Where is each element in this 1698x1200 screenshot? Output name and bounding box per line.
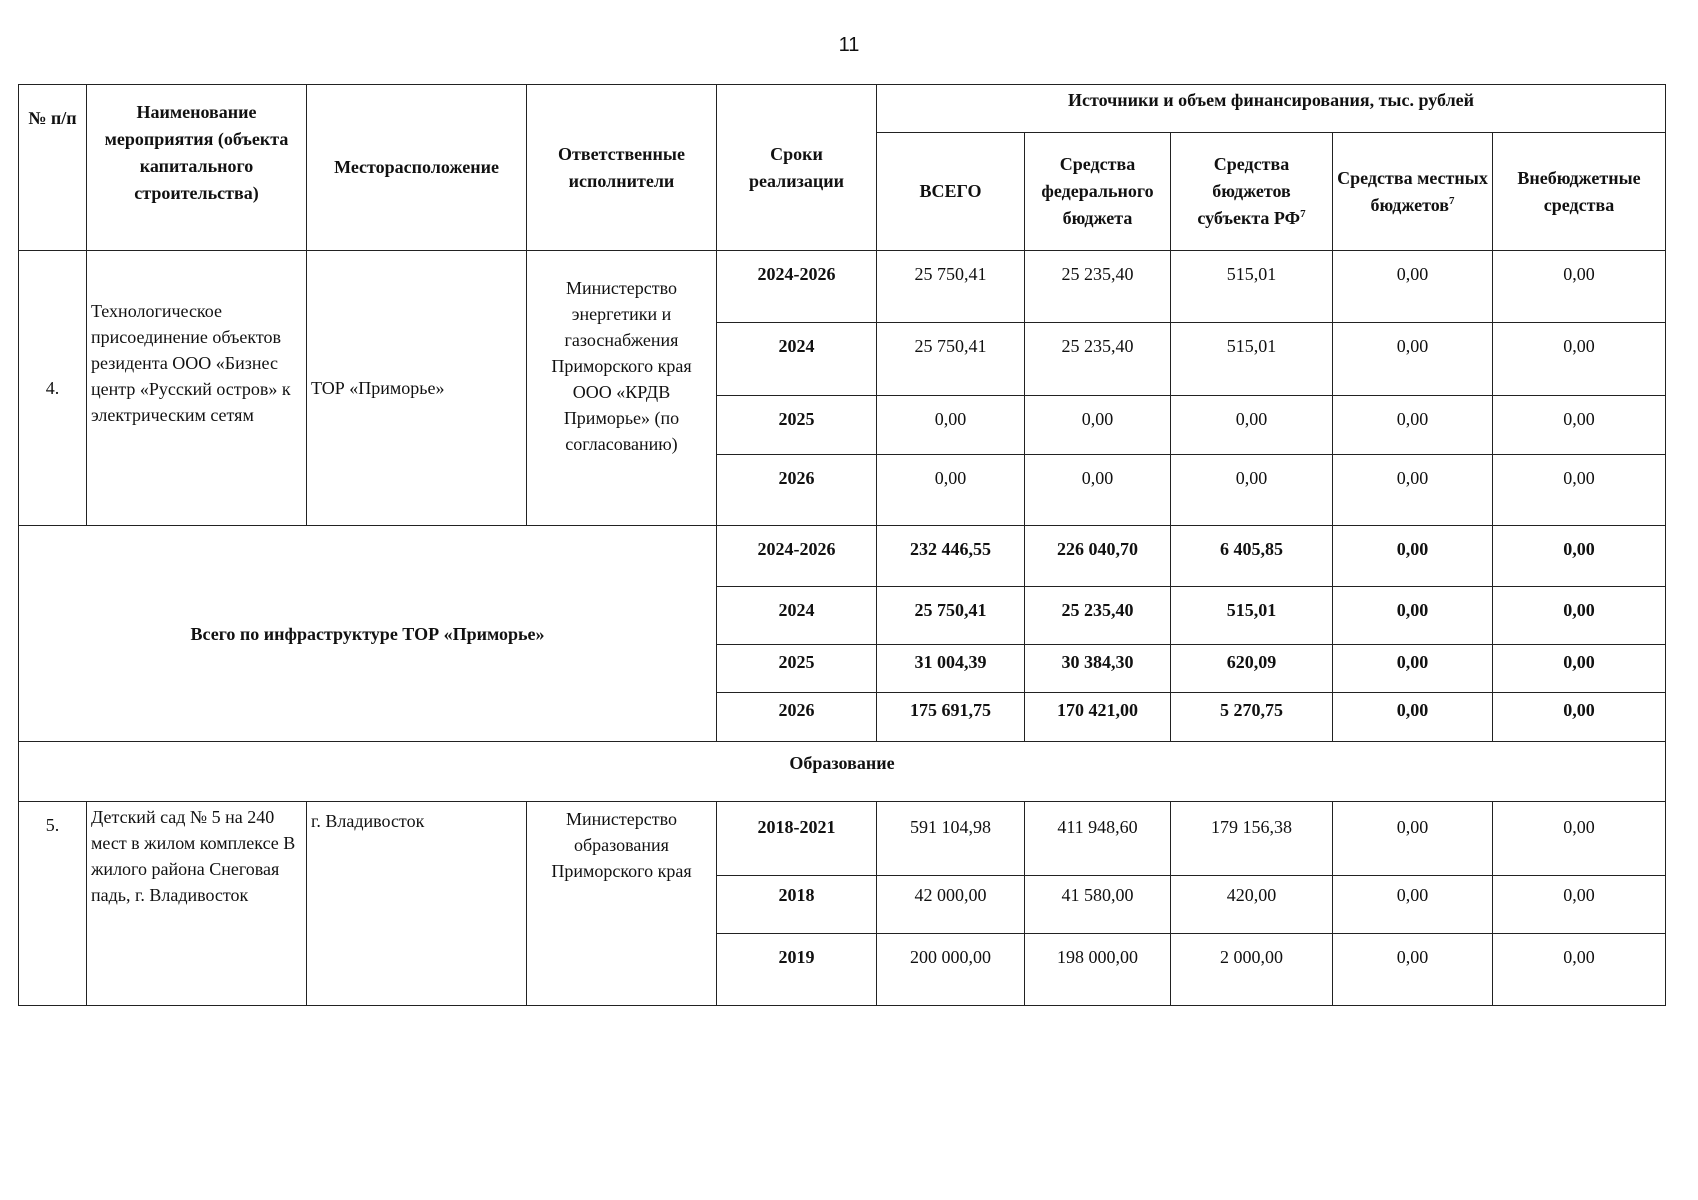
header-period: Сроки реализации xyxy=(717,85,877,251)
extra-cell: 0,00 xyxy=(1493,934,1666,1006)
item-location: ТОР «Приморье» xyxy=(307,251,527,526)
extra-cell: 0,00 xyxy=(1493,693,1666,742)
footnote-mark: 7 xyxy=(1300,208,1306,220)
extra-cell: 0,00 xyxy=(1493,526,1666,587)
summary-row xyxy=(19,526,1666,587)
regional-cell: 515,01 xyxy=(1171,323,1333,396)
item-number: 4. xyxy=(19,251,87,526)
local-cell: 0,00 xyxy=(1333,645,1493,693)
regional-cell: 515,01 xyxy=(1171,251,1333,323)
header-row-1 xyxy=(19,85,1666,133)
extra-cell: 0,00 xyxy=(1493,876,1666,934)
header-location: Месторасположение xyxy=(307,85,527,251)
summary-label: Всего по инфраструктуре ТОР «Приморье» xyxy=(19,526,717,742)
period-cell: 2018-2021 xyxy=(717,802,877,876)
local-cell: 0,00 xyxy=(1333,251,1493,323)
period-cell: 2025 xyxy=(717,396,877,455)
local-cell: 0,00 xyxy=(1333,526,1493,587)
regional-cell: 0,00 xyxy=(1171,455,1333,526)
federal-cell: 170 421,00 xyxy=(1025,693,1171,742)
item-responsible: Министерство образования Приморского края xyxy=(527,802,717,1006)
header-responsible: Ответственные исполнители xyxy=(527,85,717,251)
total-cell: 31 004,39 xyxy=(877,645,1025,693)
federal-cell: 25 235,40 xyxy=(1025,251,1171,323)
regional-cell: 0,00 xyxy=(1171,396,1333,455)
financing-table xyxy=(18,84,1666,1006)
total-cell: 25 750,41 xyxy=(877,251,1025,323)
federal-cell: 0,00 xyxy=(1025,455,1171,526)
extra-cell: 0,00 xyxy=(1493,251,1666,323)
item-number: 5. xyxy=(19,802,87,1006)
local-cell: 0,00 xyxy=(1333,396,1493,455)
federal-cell: 41 580,00 xyxy=(1025,876,1171,934)
header-federal: Средства федерального бюджета xyxy=(1025,133,1171,251)
local-cell: 0,00 xyxy=(1333,802,1493,876)
federal-cell: 0,00 xyxy=(1025,396,1171,455)
extra-cell: 0,00 xyxy=(1493,802,1666,876)
extra-cell: 0,00 xyxy=(1493,455,1666,526)
total-cell: 0,00 xyxy=(877,396,1025,455)
extra-cell: 0,00 xyxy=(1493,645,1666,693)
period-cell: 2024-2026 xyxy=(717,251,877,323)
local-cell: 0,00 xyxy=(1333,587,1493,645)
period-cell: 2024 xyxy=(717,323,877,396)
item-location: г. Владивосток xyxy=(307,802,527,1006)
federal-cell: 198 000,00 xyxy=(1025,934,1171,1006)
extra-cell: 0,00 xyxy=(1493,323,1666,396)
total-cell: 232 446,55 xyxy=(877,526,1025,587)
federal-cell: 411 948,60 xyxy=(1025,802,1171,876)
local-cell: 0,00 xyxy=(1333,876,1493,934)
page-number: 11 xyxy=(838,34,860,56)
period-cell: 2026 xyxy=(717,455,877,526)
total-cell: 175 691,75 xyxy=(877,693,1025,742)
period-cell: 2024 xyxy=(717,587,877,645)
regional-cell: 2 000,00 xyxy=(1171,934,1333,1006)
section-row xyxy=(19,742,1666,802)
extra-cell: 0,00 xyxy=(1493,396,1666,455)
total-cell: 591 104,98 xyxy=(877,802,1025,876)
total-cell: 25 750,41 xyxy=(877,587,1025,645)
total-cell: 25 750,41 xyxy=(877,323,1025,396)
header-regional: Средства бюджетов субъекта $РФ^7$ xyxy=(1171,133,1333,251)
federal-cell: 226 040,70 xyxy=(1025,526,1171,587)
federal-cell: 25 235,40 xyxy=(1025,587,1171,645)
period-cell: 2018 xyxy=(717,876,877,934)
federal-cell: 25 235,40 xyxy=(1025,323,1171,396)
header-no: № п/п xyxy=(19,85,87,251)
regional-cell: 620,09 xyxy=(1171,645,1333,693)
period-cell: 2025 xyxy=(717,645,877,693)
table-row xyxy=(19,802,1666,876)
total-cell: 42 000,00 xyxy=(877,876,1025,934)
local-cell: 0,00 xyxy=(1333,455,1493,526)
local-cell: 0,00 xyxy=(1333,934,1493,1006)
item-name: Детский сад № 5 на 240 мест в жилом комплексе В жилого района Снеговая падь, г. Владивосток xyxy=(87,802,307,1006)
period-cell: 2019 xyxy=(717,934,877,1006)
regional-cell: 420,00 xyxy=(1171,876,1333,934)
item-responsible: Министерство энергетики и газоснабжения Приморского края ООО «КРДВ Приморье» (по согласованию) xyxy=(527,251,717,526)
header-name: Наименование мероприятия (объекта капитального строительства) xyxy=(87,85,307,251)
extra-cell: 0,00 xyxy=(1493,587,1666,645)
local-cell: 0,00 xyxy=(1333,323,1493,396)
federal-cell: 30 384,30 xyxy=(1025,645,1171,693)
footnote-mark: 7 xyxy=(1449,194,1455,207)
regional-cell: 515,01 xyxy=(1171,587,1333,645)
header-local: Средства местных бюджетов$^7$ xyxy=(1333,133,1493,251)
period-cell: 2024-2026 xyxy=(717,526,877,587)
header-total: ВСЕГО xyxy=(877,133,1025,251)
regional-cell: 5 270,75 xyxy=(1171,693,1333,742)
header-financing: Источники и объем финансирования, тыс. рублей xyxy=(877,85,1666,133)
regional-cell: 179 156,38 xyxy=(1171,802,1333,876)
item-name: Технологическое присоединение объектов резидента ООО «Бизнес центр «Русский остров» к электрическим сетям xyxy=(87,251,307,526)
total-cell: 0,00 xyxy=(877,455,1025,526)
total-cell: 200 000,00 xyxy=(877,934,1025,1006)
period-cell: 2026 xyxy=(717,693,877,742)
header-extra: Внебюджетные средства xyxy=(1493,133,1666,251)
local-cell: 0,00 xyxy=(1333,693,1493,742)
regional-cell: 6 405,85 xyxy=(1171,526,1333,587)
section-title: Образование xyxy=(19,742,1666,802)
table-row xyxy=(19,251,1666,323)
